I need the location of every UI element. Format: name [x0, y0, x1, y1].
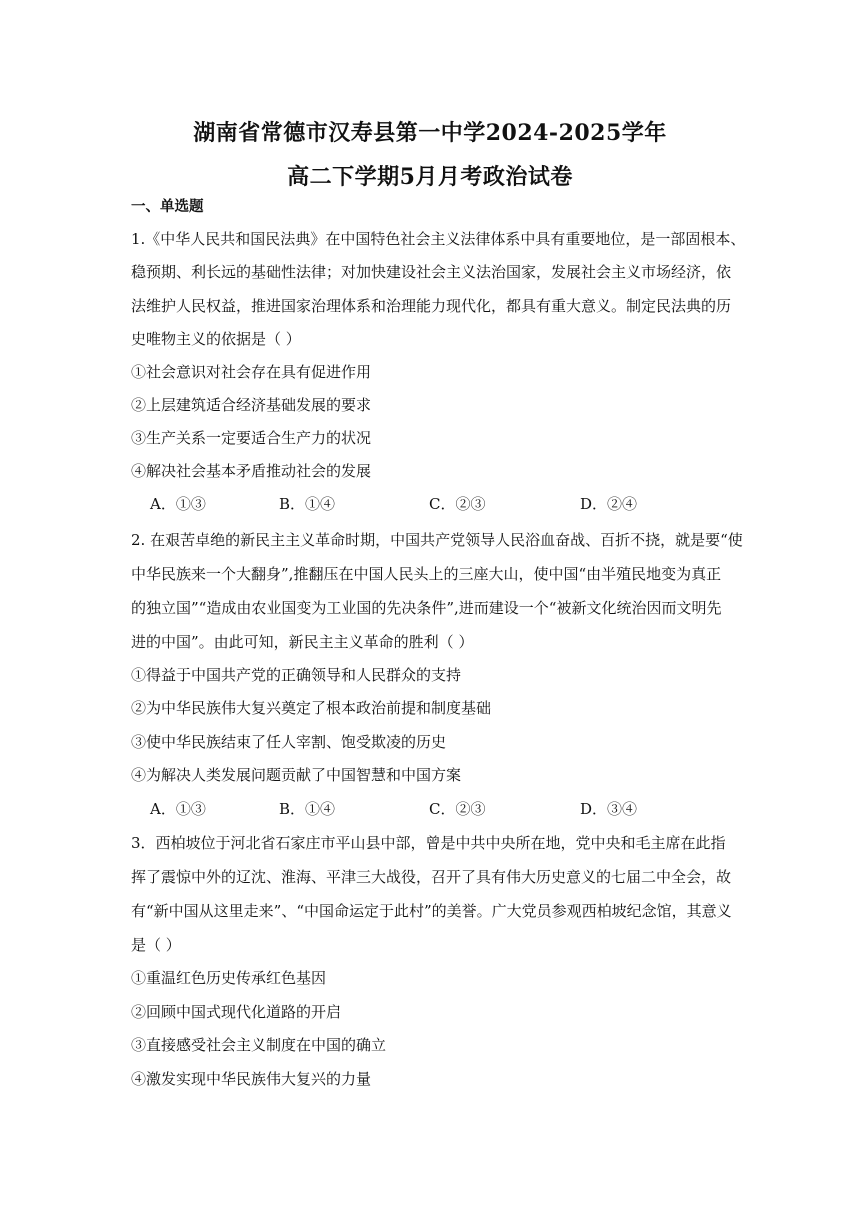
q3-item: ④激发实现中华民族伟大复兴的力量: [131, 1070, 372, 1088]
exam-title-line1: 湖南省常德市汉寿县第一中学2024-2025学年: [193, 120, 667, 146]
q1-option-b[interactable]: B．①④: [279, 495, 336, 513]
q1-item: ②上层建筑适合经济基础发展的要求: [131, 396, 372, 414]
q2-item: ③使中华民族结束了任人宰割、饱受欺凌的历史: [131, 733, 447, 751]
q2-item: ④为解决人类发展问题贡献了中国智慧和中国方案: [131, 766, 462, 784]
q2-stem-line: 2. 在艰苦卓绝的新民主主义革命时期，中国共产党领导人民浴血奋战、百折不挠，就是要“使: [131, 531, 743, 549]
q2-item: ②为中华民族伟大复兴奠定了根本政治前提和制度基础: [131, 699, 492, 717]
q2-item: ①得益于中国共产党的正确领导和人民群众的支持: [131, 666, 462, 684]
q1-stem-line: 1.《中华人民共和国民法典》在中国特色社会主义法律体系中具有重要地位，是一部固根本、: [131, 230, 746, 248]
q2-option-c[interactable]: C．②③: [429, 800, 486, 818]
q3-item: ①重温红色历史传承红色基因: [131, 969, 327, 987]
q2-option-d[interactable]: D．③④: [580, 800, 638, 818]
q1-stem-line: 法维护人民权益，推进国家治理体系和治理能力现代化，都具有重大意义。制定民法典的历: [131, 297, 732, 315]
q2-option-b[interactable]: B．①④: [279, 800, 336, 818]
q1-option-c[interactable]: C．②③: [429, 495, 486, 513]
q3-stem-line: 是（ ）: [131, 936, 181, 954]
q1-stem-line: 史唯物主义的依据是（ ）: [131, 330, 301, 348]
q1-stem-line: 稳预期、利长远的基础性法律；对加快建设社会主义法治国家，发展社会主义市场经济，依: [131, 263, 732, 281]
q1-option-d[interactable]: D．②④: [580, 495, 638, 513]
q2-stem-line: 进的中国”。由此可知，新民主主义革命的胜利（ ）: [131, 633, 474, 651]
section-heading: 一、单选题: [131, 198, 204, 215]
q1-item: ①社会意识对社会存在具有促进作用: [131, 363, 372, 381]
q2-stem-line: 中华民族来一个大翻身”,推翻压在中国人民头上的三座大山，使中国“由半殖民地变为真正: [131, 565, 722, 583]
q1-option-a[interactable]: A．①③: [150, 495, 206, 513]
q3-item: ③直接感受社会主义制度在中国的确立: [131, 1036, 387, 1054]
q3-stem-line: 3．西柏坡位于河北省石家庄市平山县中部，曾是中共中央所在地，党中央和毛主席在此指: [131, 834, 726, 852]
q3-item: ②回顾中国式现代化道路的开启: [131, 1003, 342, 1021]
q1-item: ③生产关系一定要适合生产力的状况: [131, 429, 372, 447]
q2-stem-line: 的独立国”“造成由农业国变为工业国的先决条件”,进而建设一个“被新文化统治因而文明先: [131, 599, 722, 617]
exam-title-line2: 高二下学期5月月考政治试卷: [287, 164, 573, 190]
q2-option-a[interactable]: A．①③: [150, 800, 206, 818]
q1-item: ④解决社会基本矛盾推动社会的发展: [131, 462, 372, 480]
q3-stem-line: 挥了震惊中外的辽沈、淮海、平津三大战役，召开了具有伟大历史意义的七届二中全会，故: [131, 868, 732, 886]
q3-stem-line: 有“新中国从这里走来”、“中国命运定于此村”的美誉。广大党员参观西柏坡纪念馆，其意义: [131, 902, 732, 920]
